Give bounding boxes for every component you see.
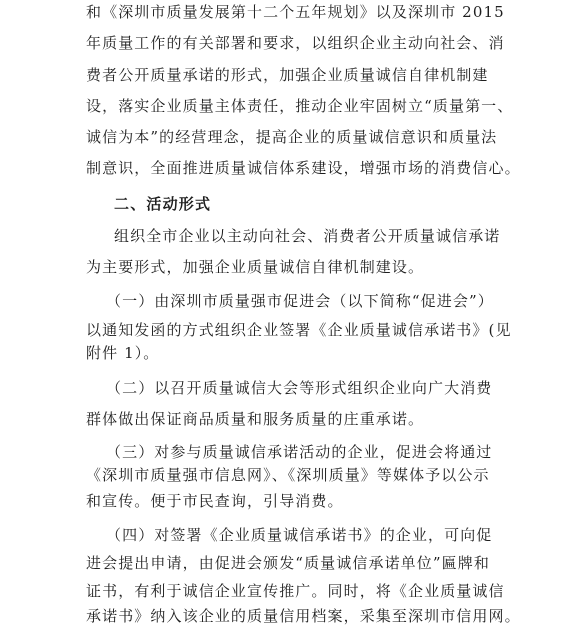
- item-2-line: （二）以召开质量诚信大会等形式组织企业向广大消费: [106, 379, 493, 397]
- intro-paragraph-line: 年质量工作的有关部署和要求，以组织企业主动向社会、消: [86, 34, 505, 52]
- item-4-line: （四）对签署《企业质量诚信承诺书》的企业，可向促: [106, 526, 493, 544]
- item-1-line: 附件 1）。: [86, 344, 160, 362]
- item-3-line: 和宣传。便于市民查询，引导消费。: [86, 492, 344, 510]
- item-4-line: 证书，有利于诚信企业宣传推广。同时，将《企业质量诚信: [86, 582, 505, 600]
- intro-paragraph-line: 设，落实企业质量主体责任，推动企业牢固树立“质量第一、: [86, 97, 514, 115]
- section-heading: 二、活动形式: [114, 195, 212, 213]
- intro-paragraph-line: 制意识，全面推进质量诚信体系建设，增强市场的消费信心。: [86, 159, 521, 177]
- section-intro-line: 为主要形式，加强企业质量诚信自律机制建设。: [86, 258, 425, 276]
- intro-paragraph-line: 和《深圳市质量发展第十二个五年规划》以及深圳市 2015: [86, 3, 505, 21]
- intro-paragraph-line: 诚信为本”的经营理念，提高企业的质量诚信意识和质量法: [86, 128, 498, 146]
- item-4-line: 进会提出申请，由促进会颁发“质量诚信承诺单位”匾牌和: [86, 554, 490, 572]
- item-3-line: （三）对参与质量诚信承诺活动的企业，促进会将通过: [106, 443, 493, 461]
- intro-paragraph-line: 费者公开质量承诺的形式，加强企业质量诚信自律机制建: [86, 66, 489, 84]
- item-2-line: 群体做出保证商品质量和服务质量的庄重承诺。: [86, 410, 425, 428]
- item-1-line: 以通知发函的方式组织企业签署《企业质量诚信承诺书》(见: [86, 321, 512, 339]
- section-intro-line: 组织全市企业以主动向社会、消费者公开质量诚信承诺: [114, 227, 501, 245]
- item-4-line: 承诺书》纳入该企业的质量信用档案，采集至深圳市信用网。: [86, 607, 521, 625]
- item-1-line: （一）由深圳市质量强市促进会（以下简称“促进会”）: [106, 292, 494, 310]
- item-3-line: 《深圳市质量强市信息网》、《深圳质量》等媒体予以公示: [86, 466, 490, 484]
